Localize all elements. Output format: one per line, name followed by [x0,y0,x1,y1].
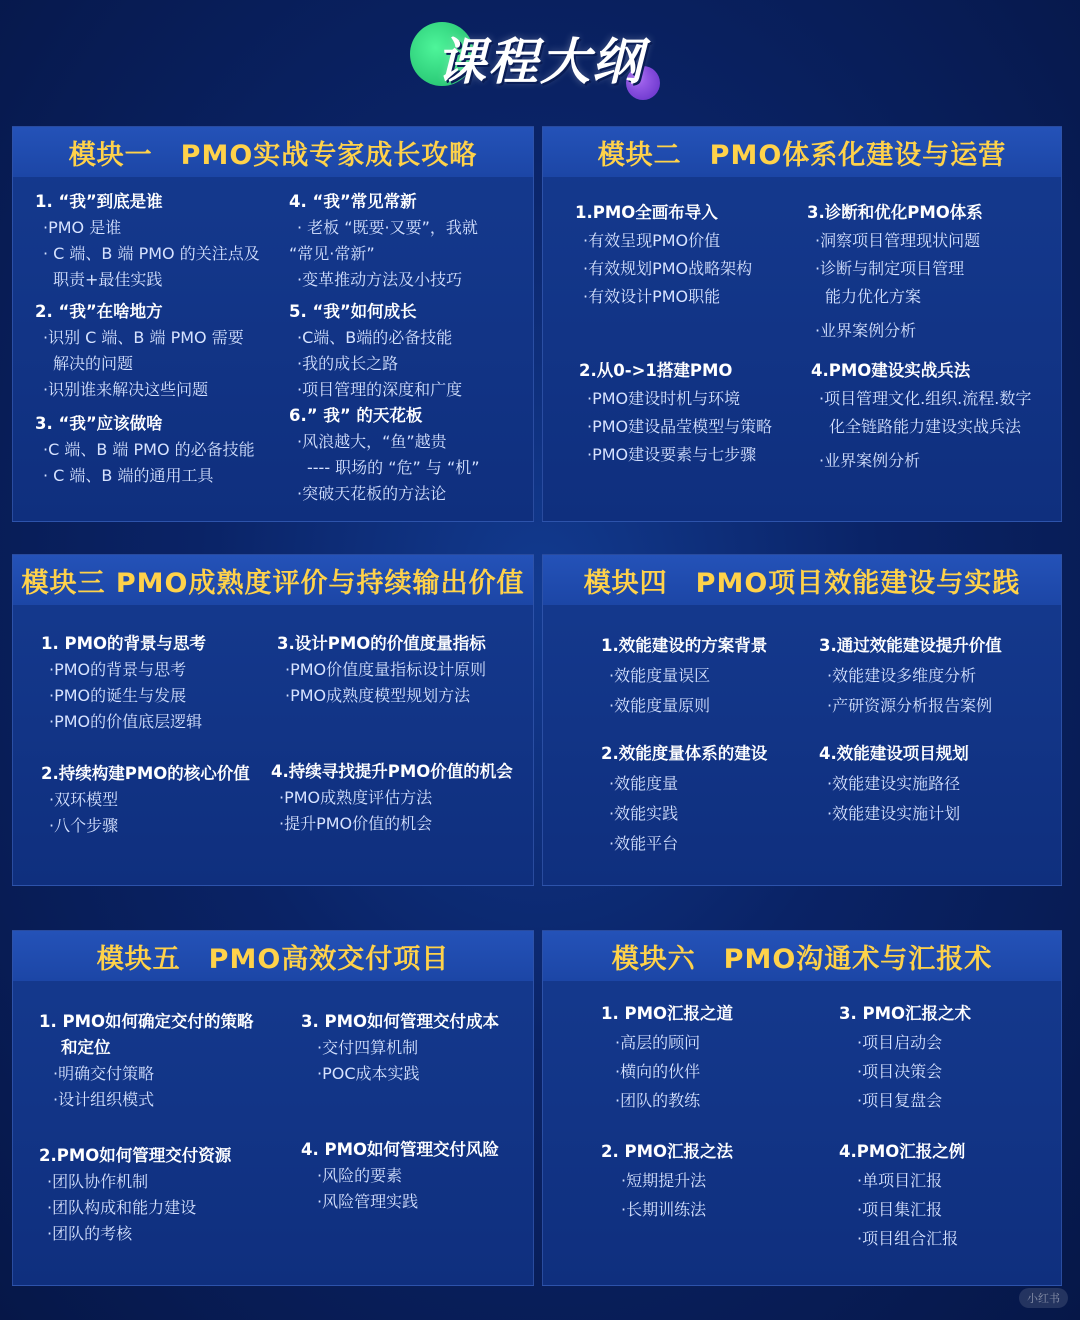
section-heading: 1.效能建设的方案背景 [601,636,768,655]
module-6-header: 模块六 PMO沟通术与汇报术 [543,931,1061,981]
section-item: ·效能建设实施计划 [827,804,961,823]
section-item: ·洞察项目管理现状问题 [815,231,981,250]
section-item: ·八个步骤 [49,816,119,835]
section-item: · 老板 “既要·又要”，我就 [297,218,478,237]
section-heading: 6.” 我” 的天花板 [289,406,423,425]
module-1-section-3 [35,411,255,489]
module-2-header: 模块二 PMO体系化建设与运营 [543,127,1061,177]
section-item: ·项目管理文化.组织.流程.数字 [819,389,1032,408]
module-4-panel [542,554,1062,886]
section-item: ·效能建设多维度分析 [827,666,977,685]
section-item: ·C 端、B 端 PMO 的必备技能 [43,440,255,459]
section-heading: 1. “我”到底是谁 [35,192,163,211]
section-item: ·团队构成和能力建设 [47,1198,197,1217]
section-item: ·长期训练法 [621,1200,707,1219]
section-item: ·有效呈现PMO价值 [583,231,721,250]
section-heading: 1. PMO汇报之道 [601,1004,734,1023]
section-item: ·识别 C 端、B 端 PMO 需要 [43,328,244,347]
module-1-header: 模块一 PMO实战专家成长攻略 [13,127,533,177]
section-item: ·业界案例分析 [815,321,917,340]
section-heading: 5. “我”如何成长 [289,302,417,321]
section-heading: 3.诊断和优化PMO体系 [807,203,983,222]
section-heading: 1. PMO如何确定交付的策略 [39,1012,254,1031]
section-item: ·有效设计PMO职能 [583,287,721,306]
section-item: ·突破天花板的方法论 [297,484,447,503]
section-heading-continued: 和定位 [61,1038,111,1057]
section-heading: 4.PMO汇报之例 [839,1142,966,1161]
module-5-section-4 [301,1137,499,1215]
section-item: ·C端、B端的必备技能 [297,328,453,347]
section-item: ·交付四算机制 [317,1038,419,1057]
section-heading: 4. PMO如何管理交付风险 [301,1140,500,1159]
section-item: ·单项目汇报 [857,1171,943,1190]
section-heading: 4.PMO建设实战兵法 [811,361,971,380]
title-area [0,8,1080,108]
section-item: ·团队协作机制 [47,1172,149,1191]
module-5-section-3 [301,1009,499,1087]
section-item: 化全链路能力建设实战兵法 [829,417,1022,436]
section-item: 解决的问题 [53,354,134,373]
module-1-section-4 [289,189,478,293]
module-4-section-2 [601,739,767,859]
module-6-section-4 [839,1137,965,1253]
section-item: ·项目组合汇报 [857,1229,959,1248]
section-item: ·提升PMO价值的机会 [279,814,433,833]
section-heading: 1.PMO全画布导入 [575,203,718,222]
section-heading: 2.持续构建PMO的核心价值 [41,764,250,783]
module-6-section-3 [839,999,971,1115]
section-item: ·团队的考核 [47,1224,133,1243]
section-item: ·PMO的诞生与发展 [49,686,187,705]
module-1-section-5 [289,299,462,403]
module-6-section-1 [601,999,733,1115]
section-item: ·PMO 是谁 [43,218,122,237]
section-item: ---- 职场的 “危” 与 “机” [307,458,480,477]
module-3-section-4 [271,759,513,837]
module-1-section-1 [35,189,260,293]
module-2-section-3 [807,199,983,345]
section-item: ·效能建设实施路径 [827,774,961,793]
section-item: ·双环模型 [49,790,119,809]
module-3-panel [12,554,534,886]
module-3-section-2 [41,761,250,839]
module-4-section-1 [601,631,767,721]
section-item: ·业界案例分析 [819,451,921,470]
section-item: ·短期提升法 [621,1171,707,1190]
module-5-panel [12,930,534,1286]
section-item: ·效能度量 [609,774,679,793]
section-item: “常见·常新” [289,244,375,263]
section-item: ·效能实践 [609,804,679,823]
module-5-header: 模块五 PMO高效交付项目 [13,931,533,981]
section-heading: 3.设计PMO的价值度量指标 [277,634,486,653]
module-3-header: 模块三 PMO成熟度评价与持续输出价值 [13,555,533,605]
section-heading: 2. PMO汇报之法 [601,1142,734,1161]
module-4-section-3 [819,631,1002,721]
module-5-section-1 [39,1009,254,1113]
module-3-section-3 [277,631,486,709]
section-heading: 2.PMO如何管理交付资源 [39,1146,232,1165]
section-item: ·高层的顾问 [615,1033,701,1052]
section-item: ·团队的教练 [615,1091,701,1110]
section-heading: 3. PMO如何管理交付成本 [301,1012,500,1031]
section-item: 能力优化方案 [825,287,922,306]
section-item: ·明确交付策略 [53,1064,155,1083]
section-item: ·PMO建设时机与环境 [587,389,741,408]
section-item: ·风浪越大，“鱼”越贵 [297,432,447,451]
section-item: ·PMO成熟度评估方法 [279,788,433,807]
section-item: ·效能度量原则 [609,696,711,715]
section-item: ·识别谁来解决这些问题 [43,380,209,399]
module-6-panel [542,930,1062,1286]
section-item: ·项目管理的深度和广度 [297,380,463,399]
section-heading: 2.效能度量体系的建设 [601,744,768,763]
section-item: ·项目决策会 [857,1062,943,1081]
section-item: ·诊断与制定项目管理 [815,259,965,278]
module-1-section-2 [35,299,244,403]
section-item: ·项目复盘会 [857,1091,943,1110]
section-item: ·项目启动会 [857,1033,943,1052]
section-item: ·风险管理实践 [317,1192,419,1211]
section-item: ·横向的伙伴 [615,1062,701,1081]
section-heading: 4.效能建设项目规划 [819,744,969,763]
section-item: ·PMO的背景与思考 [49,660,187,679]
module-2-section-4 [811,357,1031,475]
section-item: ·项目集汇报 [857,1200,943,1219]
module-2-panel [542,126,1062,522]
section-heading: 4. “我”常见常新 [289,192,417,211]
module-1-panel [12,126,534,522]
section-item: ·PMO建设要素与七步骤 [587,445,757,464]
section-heading: 4.持续寻找提升PMO价值的机会 [271,762,513,781]
section-item: ·有效规划PMO战略架构 [583,259,753,278]
module-6-section-2 [601,1137,733,1224]
section-item: ·PMO价值度量指标设计原则 [285,660,487,679]
section-item: ·设计组织模式 [53,1090,155,1109]
section-item: ·风险的要素 [317,1166,403,1185]
section-item: ·效能度量误区 [609,666,711,685]
section-item: ·PMO成熟度模型规划方法 [285,686,471,705]
section-heading: 2.从0->1搭建PMO [579,361,733,380]
section-item: 职责+最佳实践 [53,270,163,289]
watermark: 小红书 [1019,1288,1068,1308]
section-heading: 2. “我”在啥地方 [35,302,163,321]
section-heading: 3. “我”应该做啥 [35,414,163,433]
module-1-section-6 [289,403,480,507]
section-item: ·PMO的价值底层逻辑 [49,712,203,731]
section-item: · C 端、B 端的通用工具 [43,466,214,485]
section-heading: 1. PMO的背景与思考 [41,634,207,653]
section-item: ·PMO建设晶莹模型与策略 [587,417,773,436]
page-title: 课程大纲 [436,33,644,91]
section-item: ·POC成本实践 [317,1064,420,1083]
module-3-section-1 [41,631,206,735]
section-item: ·产研资源分析报告案例 [827,696,993,715]
section-item: ·效能平台 [609,834,679,853]
module-4-header: 模块四 PMO项目效能建设与实践 [543,555,1061,605]
module-2-section-2 [579,357,772,469]
module-4-section-4 [819,739,969,829]
module-5-section-2 [39,1143,231,1247]
module-2-section-1 [575,199,752,311]
section-item: ·我的成长之路 [297,354,399,373]
section-item: ·变革推动方法及小技巧 [297,270,463,289]
section-heading: 3. PMO汇报之术 [839,1004,972,1023]
section-item: · C 端、B 端 PMO 的关注点及 [43,244,260,263]
section-heading: 3.通过效能建设提升价值 [819,636,1002,655]
